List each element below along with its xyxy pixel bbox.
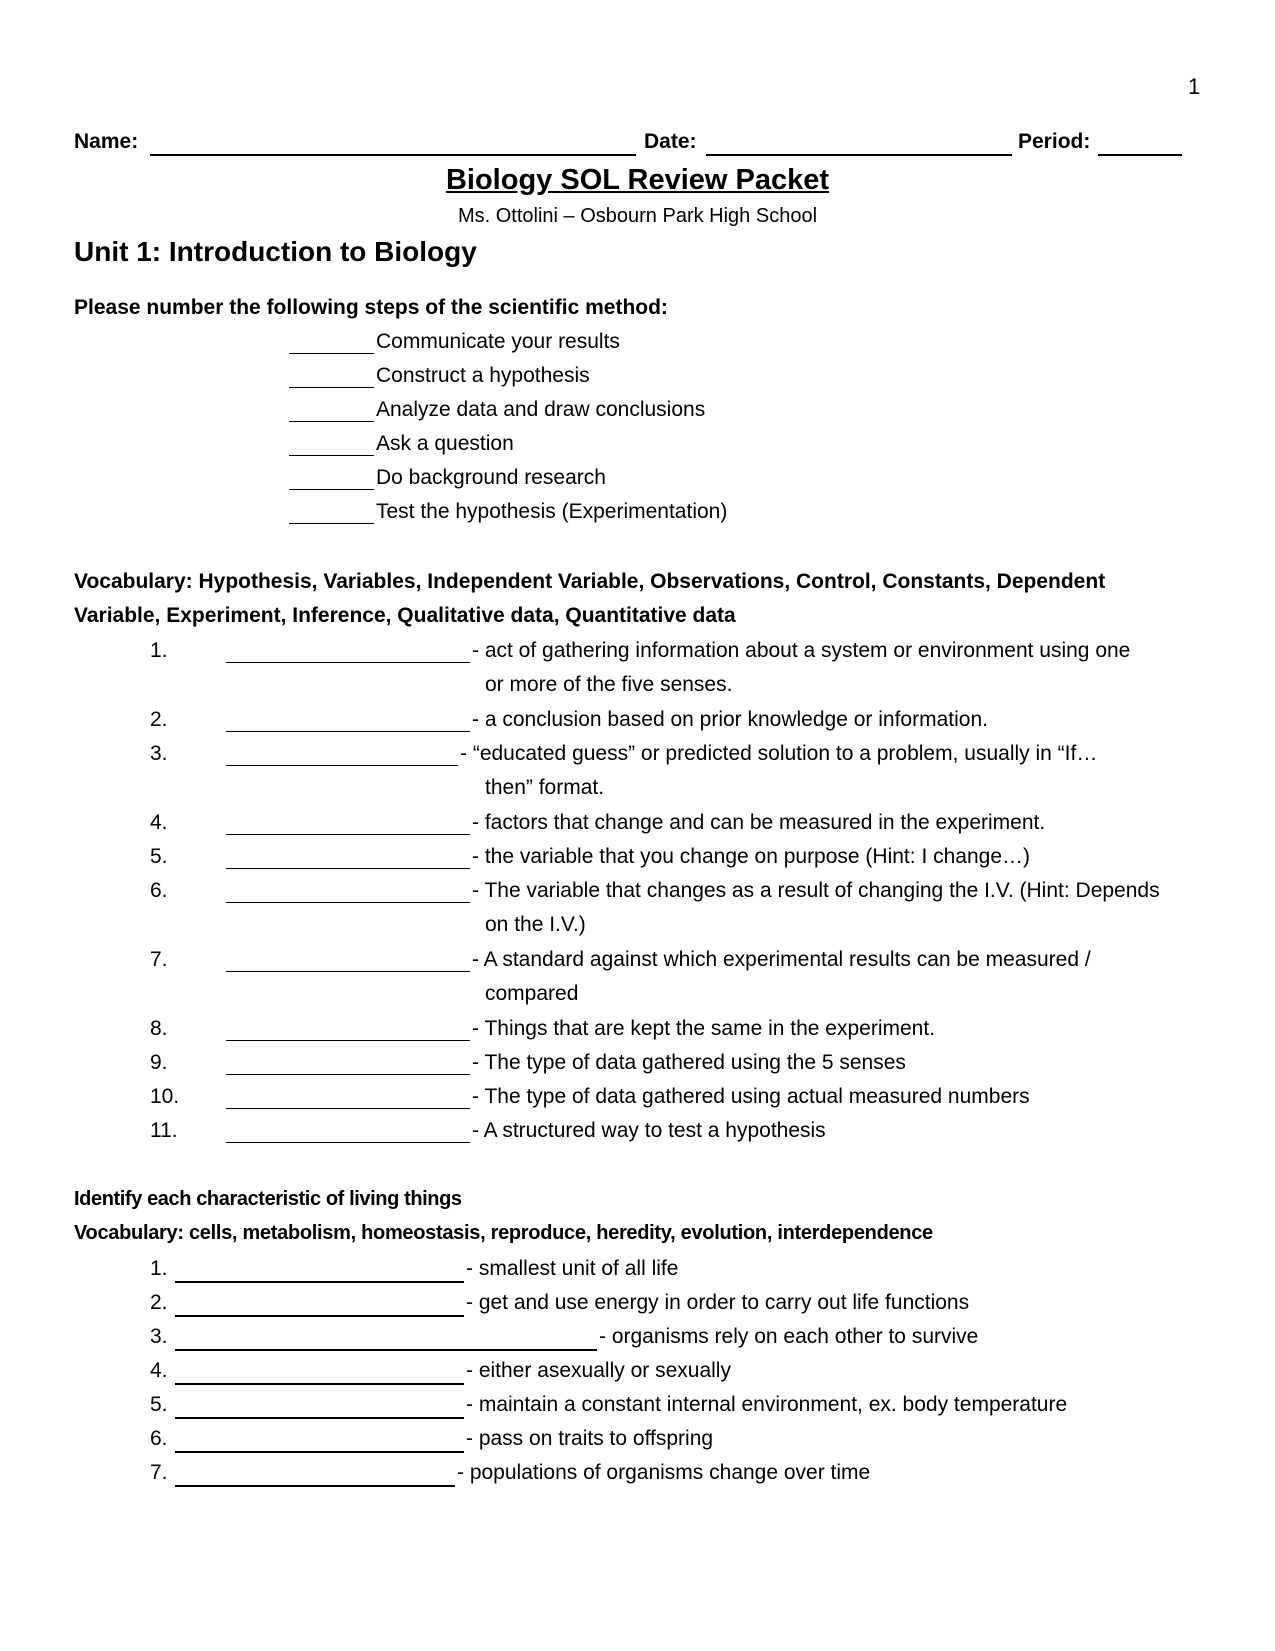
item-number: 1.: [150, 639, 168, 662]
item-definition: - The type of data gathered using the 5 senses: [472, 1051, 906, 1074]
living-item: [0, 1257, 1275, 1287]
scientific-method-instruction: Please number the following steps of the scientific method:: [74, 296, 668, 319]
item-definition-cont: then” format.: [485, 776, 605, 799]
answer-blank[interactable]: [175, 1433, 464, 1453]
item-number: 4.: [150, 811, 168, 834]
living-item: [0, 1393, 1275, 1423]
item-definition: - maintain a constant internal environment, ex. body temperature: [466, 1393, 1068, 1416]
vocab-item: [0, 845, 1275, 875]
item-number: 1.: [150, 1257, 168, 1280]
step-blank[interactable]: [289, 471, 374, 490]
item-definition: - factors that change and can be measured in the experiment.: [472, 811, 1046, 834]
vocab-item: [0, 1017, 1275, 1047]
step-label: Construct a hypothesis: [376, 364, 590, 387]
living-item: [0, 1461, 1275, 1491]
date-label: Date:: [644, 130, 697, 153]
answer-blank[interactable]: [226, 953, 470, 972]
item-number: 2.: [150, 1291, 168, 1314]
vocab-item: [0, 708, 1275, 738]
step-label: Test the hypothesis (Experimentation): [376, 500, 728, 523]
item-definition-cont: compared: [485, 982, 579, 1005]
period-label: Period:: [1018, 130, 1091, 153]
name-label: Name:: [74, 130, 139, 153]
vocab-item: [0, 1085, 1275, 1115]
answer-blank[interactable]: [226, 713, 470, 732]
method-step: [0, 330, 1275, 360]
method-step: [0, 364, 1275, 394]
period-blank[interactable]: [1098, 136, 1182, 156]
vocab-list-line1: Vocabulary: Hypothesis, Variables, Independent Variable, Observations, Control, Constants, Dependent: [74, 570, 1106, 593]
answer-blank[interactable]: [226, 644, 470, 663]
item-definition: - organisms rely on each other to survive: [599, 1325, 979, 1348]
item-number: 7.: [150, 948, 168, 971]
item-definition: - act of gathering information about a system or environment using one: [472, 639, 1131, 662]
answer-blank[interactable]: [175, 1399, 464, 1419]
item-definition: - get and use energy in order to carry out life functions: [466, 1291, 970, 1314]
date-blank[interactable]: [706, 136, 1012, 156]
answer-blank[interactable]: [175, 1467, 455, 1487]
name-blank[interactable]: [150, 136, 636, 156]
page-title: Biology SOL Review Packet: [445, 164, 830, 196]
living-item: [0, 1427, 1275, 1457]
answer-blank[interactable]: [226, 1124, 470, 1143]
item-definition: - The type of data gathered using actual measured numbers: [472, 1085, 1030, 1108]
vocab-item: [0, 948, 1275, 1005]
vocab-item: [0, 639, 1275, 696]
item-definition: - “educated guess” or predicted solution to a problem, usually in “If…: [460, 742, 1098, 765]
item-number: 3.: [150, 742, 168, 765]
item-definition: - a conclusion based on prior knowledge or information.: [472, 708, 988, 731]
item-definition: - A structured way to test a hypothesis: [472, 1119, 826, 1142]
method-step: [0, 398, 1275, 428]
step-blank[interactable]: [289, 437, 374, 456]
item-number: 8.: [150, 1017, 168, 1040]
item-number: 11.: [150, 1119, 178, 1142]
answer-blank[interactable]: [226, 850, 470, 869]
answer-blank[interactable]: [175, 1365, 464, 1385]
answer-blank[interactable]: [226, 884, 470, 903]
item-number: 9.: [150, 1051, 168, 1074]
item-definition: - the variable that you change on purpose (Hint: I change…): [472, 845, 1030, 868]
item-definition: - smallest unit of all life: [466, 1257, 679, 1280]
answer-blank[interactable]: [226, 1022, 470, 1041]
item-definition: - Things that are kept the same in the experiment.: [472, 1017, 936, 1040]
item-definition: - A standard against which experimental results can be measured /: [472, 948, 1091, 971]
vocab-item: [0, 1119, 1275, 1149]
page-number: 1: [1188, 74, 1201, 99]
item-number: 5.: [150, 1393, 168, 1416]
item-definition: - The variable that changes as a result of changing the I.V. (Hint: Depends: [472, 879, 1160, 902]
method-step: [0, 500, 1275, 530]
step-label: Ask a question: [376, 432, 514, 455]
step-label: Analyze data and draw conclusions: [376, 398, 706, 421]
item-definition-cont: or more of the five senses.: [485, 673, 733, 696]
step-blank[interactable]: [289, 335, 374, 354]
item-number: 10.: [150, 1085, 180, 1108]
answer-blank[interactable]: [226, 747, 458, 766]
living-things-heading: Identify each characteristic of living things: [74, 1188, 462, 1210]
answer-blank[interactable]: [175, 1331, 597, 1351]
step-label: Communicate your results: [376, 330, 620, 353]
living-things-vocab: Vocabulary: cells, metabolism, homeostasis, reproduce, heredity, evolution, interdependence: [74, 1222, 933, 1244]
method-step: [0, 466, 1275, 496]
vocab-list-line2: Variable, Experiment, Inference, Qualitative data, Quantitative data: [74, 604, 736, 627]
item-number: 2.: [150, 708, 168, 731]
answer-blank[interactable]: [175, 1297, 464, 1317]
item-number: 6.: [150, 879, 168, 902]
living-item: [0, 1325, 1275, 1355]
item-number: 5.: [150, 845, 168, 868]
item-definition: - either asexually or sexually: [466, 1359, 731, 1382]
page-subtitle: Ms. Ottolini – Osbourn Park High School: [457, 205, 818, 227]
step-label: Do background research: [376, 466, 606, 489]
item-definition: - pass on traits to offspring: [466, 1427, 714, 1450]
step-blank[interactable]: [289, 403, 374, 422]
vocab-item: [0, 879, 1275, 936]
step-blank[interactable]: [289, 505, 374, 524]
answer-blank[interactable]: [226, 1056, 470, 1075]
item-number: 7.: [150, 1461, 168, 1484]
unit-title: Unit 1: Introduction to Biology: [74, 236, 477, 267]
item-definition-cont: on the I.V.): [485, 913, 586, 936]
answer-blank[interactable]: [226, 816, 470, 835]
item-number: 3.: [150, 1325, 168, 1348]
vocab-item: [0, 1051, 1275, 1081]
answer-blank[interactable]: [226, 1090, 470, 1109]
item-number: 4.: [150, 1359, 168, 1382]
step-blank[interactable]: [289, 369, 374, 388]
vocab-item: [0, 742, 1275, 799]
vocab-item: [0, 811, 1275, 841]
item-definition: - populations of organisms change over time: [457, 1461, 871, 1484]
item-number: 6.: [150, 1427, 168, 1450]
answer-blank[interactable]: [175, 1263, 464, 1283]
method-step: [0, 432, 1275, 462]
living-item: [0, 1359, 1275, 1389]
living-item: [0, 1291, 1275, 1321]
